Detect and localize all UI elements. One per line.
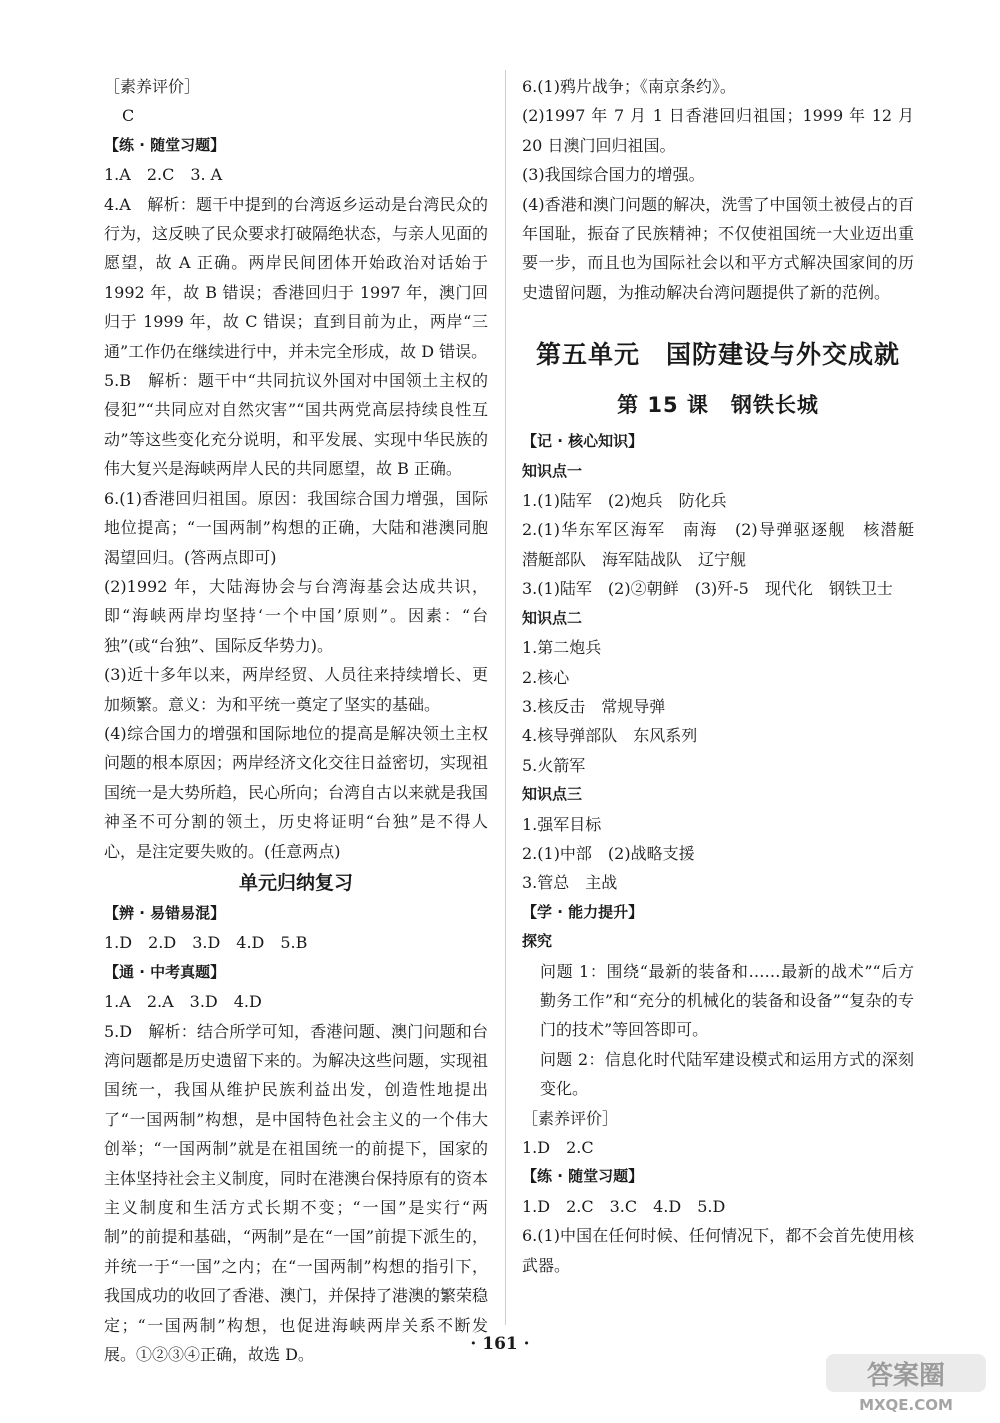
section-heading: 【记 · 核心知识】 xyxy=(522,432,644,451)
answer-paragraph: 问题 2：信息化时代陆军建设模式和运用方式的深刻变化。 xyxy=(540,1049,914,1099)
right-column xyxy=(522,72,931,1280)
section-heading: 【练 · 随堂习题】 xyxy=(522,1167,644,1186)
section-heading: 【辨 · 易错易混】 xyxy=(104,903,226,922)
answer-paragraph: (2)1992 年，大陆海协会与台湾海基会达成共识，即“海峡两岸均坚持‘一个中国’原则”。因素：“台独”(或“台独”、国际反华势力)。 xyxy=(104,576,488,655)
eval-heading: ［素养评价］ xyxy=(104,77,201,96)
answer-line: 1.第二炮兵 xyxy=(522,638,602,658)
answer-line: 4.核导弹部队 东风系列 xyxy=(522,726,698,746)
answer-paragraph: (3)近十多年以来，两岸经贸、人员往来持续增长、更加频繁。意义：为和平统一奠定了坚实的基础。 xyxy=(104,665,488,714)
answer-line: 3.(1)陆军 (2)②朝鲜 (3)歼-5 现代化 钢铁卫士 xyxy=(522,579,893,599)
answer-line: 1.D 2.D 3.D 4.D 5.B xyxy=(104,933,308,953)
answer-line: 2.(1)中部 (2)战略支援 xyxy=(522,843,695,863)
knowledge-point-heading: 知识点一 xyxy=(522,461,583,480)
inquiry-heading: 探究 xyxy=(522,932,553,951)
answer-paragraph: (2)1997 年 7 月 1 日香港回归祖国；1999 年 12 月 20 日澳门回归祖国。 xyxy=(522,106,914,155)
answer-paragraph: 6.(1)香港回归祖国。原因：我国综合国力增强，国际地位提高；“一国两制”构想的正确，大陆和港澳同胞渴望回归。(答两点即可) xyxy=(104,488,488,567)
knowledge-point-heading: 知识点二 xyxy=(522,608,583,627)
answer-line: 1.强军目标 xyxy=(522,814,602,834)
answer-paragraph: (4)香港和澳门问题的解决，洗雪了中国领土被侵占的百年国耻，振奋了民族精神；不仅使祖国统一大业迈出重要一步，而且也为国际社会以和平方式解决国家间的历史遗留问题，为推动解决台湾问题提供了新的范例。 xyxy=(522,194,914,302)
watermark-url: MXQE.COM xyxy=(859,1396,953,1414)
answer-line: (3)我国综合国力的增强。 xyxy=(522,165,705,185)
answer-line: 1.(1)陆军 (2)炮兵 防化兵 xyxy=(522,491,727,511)
answer-line: 2.核心 xyxy=(522,667,570,687)
page-number: · 161 · xyxy=(470,1334,530,1354)
answer-line: 1.A 2.C 3. A xyxy=(104,165,223,185)
answer-paragraph: 5.B 解析：题干中“共同抗议外国对中国领土主权的侵犯”“共同应对自然灾害”“国共两党高层持续良性互动”等这些变化充分说明，和平发展、实现中华民族的伟大复兴是海峡两岸人民的共同愿望，故 B 正确。 xyxy=(104,371,488,479)
answer-line: 5.火箭军 xyxy=(522,755,586,775)
watermark-text: 答案圈 xyxy=(866,1361,946,1391)
left-column xyxy=(104,72,488,1369)
section-heading: 【学 · 能力提升】 xyxy=(522,902,644,921)
answer-line: 1.D 2.C xyxy=(522,1138,594,1157)
knowledge-point-heading: 知识点三 xyxy=(522,785,583,804)
answer-line: 1.A 2.A 3.D 4.D xyxy=(104,992,262,1012)
answer-paragraph: 5.D 解析：结合所学可知，香港问题、澳门问题和台湾问题都是历史遗留下来的。为解决这些问题，实现祖国统一，我国从维护民族利益出发，创造性地提出了“一国两制”构想，是中国特色社会主义的一个伟大创举；“一国两制”就是在祖国统一的前提下，国家的主体坚持社会主义制度，同时在港澳台保持原有的资本主义制度和生活方式长期不变；“一国”是实行“两制”的前提和基础，“两制”是在“一国”前提下派生的，并统一于“一国”之内；在“一国两制”构想的指引下，我国成功的收回了香港、澳门，并保持了港澳的繁荣稳定；“一国两制”构想，也促进海峡两岸关系不断发展。①②③④正确，故选 D。 xyxy=(104,1021,489,1365)
eval-heading: ［素养评价］ xyxy=(522,1108,619,1128)
answer-line: 1.D 2.C 3.C 4.D 5.D xyxy=(522,1196,726,1216)
answer-line: C xyxy=(122,106,135,126)
answer-paragraph: (4)综合国力的增强和国际地位的提高是解决领土主权问题的根本原因；两岸经济文化交往日益密切，实现祖国统一是大势所趋，民心所向；台湾自古以来就是我国神圣不可分割的领土，历史将证明“台独”是不得人心，是注定要失败的。(任意两点) xyxy=(104,723,489,861)
answer-paragraph: 问题 1：围绕“最新的装备和……最新的战术”“后方勤务工作”和“充分的机械化的装备和设备”“复杂的专门的技术”等回答即可。 xyxy=(540,961,914,1040)
section-heading: 【练 · 随堂习题】 xyxy=(104,135,226,154)
answer-paragraph: 2.(1)华东军区海军 南海 (2)导弹驱逐舰 核潜艇 潜艇部队 海军陆战队 辽宁舰 xyxy=(522,520,931,569)
section-heading: 【通 · 中考真题】 xyxy=(104,962,226,981)
answer-line: 3.核反击 常规导弹 xyxy=(522,696,666,716)
lesson-title: 第 15 课 钢铁长城 xyxy=(617,393,819,418)
column-divider xyxy=(505,70,506,1325)
answer-paragraph: 4.A 解析：题干中提到的台湾返乡运动是台湾民众的行为，这反映了民众要求打破隔绝状态，与亲人见面的愿望，故 A 正确。两岸民间团体开始政治对话始于 1992 年，故 B 错误；香港回归于 1997 年，澳门回归于 1999 年，故 C 错误；直到目前为止，两岸“三通”工作仍在继续进行中，并未完全形成，故 D 错误。 xyxy=(104,194,489,361)
watermark-logo xyxy=(822,1350,992,1414)
unit-title: 第五单元 国防建设与外交成就 xyxy=(535,340,900,370)
answer-line: 6.(1)鸦片战争；《南京条约》。 xyxy=(522,77,736,96)
review-title: 单元归纳复习 xyxy=(238,871,353,894)
answer-line: 3.管总 主战 xyxy=(522,873,618,893)
answer-paragraph: 6.(1)中国在任何时候、任何情况下，都不会首先使用核武器。 xyxy=(522,1226,914,1275)
